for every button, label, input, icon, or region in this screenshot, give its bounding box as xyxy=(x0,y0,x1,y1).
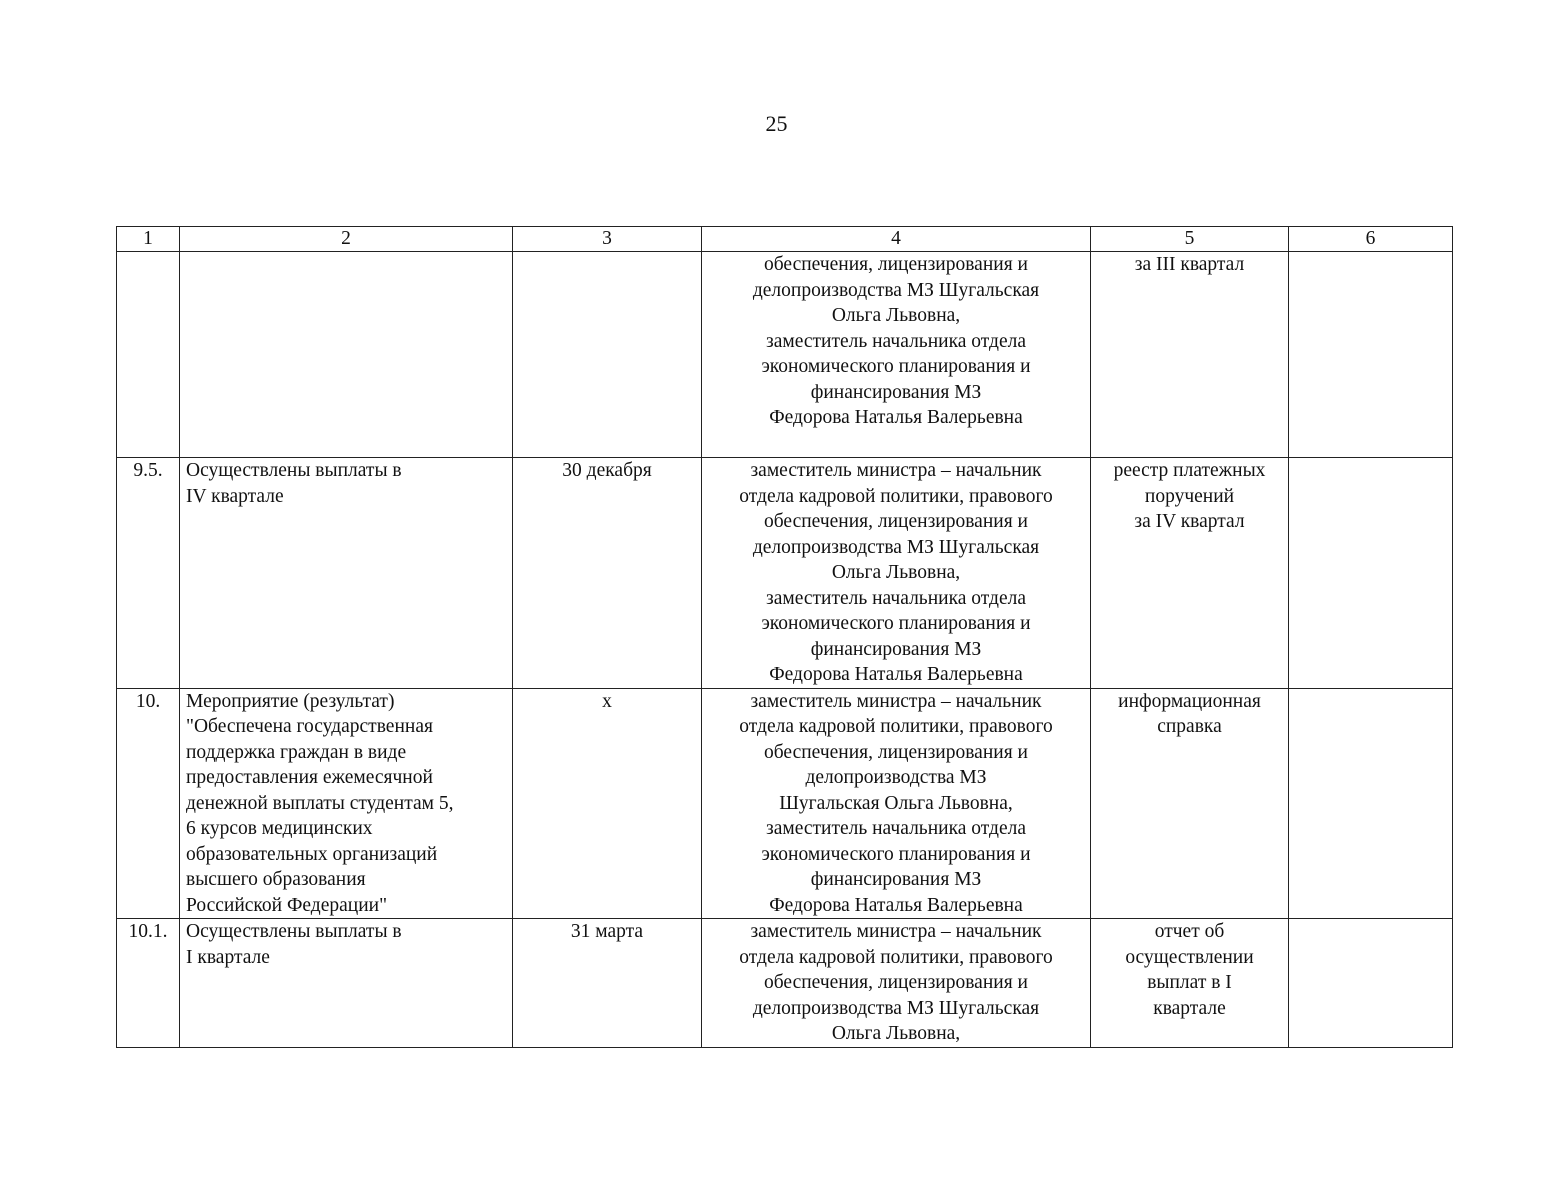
plan-table xyxy=(116,226,1453,1048)
deadline xyxy=(513,252,702,458)
header-col-5: 5 xyxy=(1091,227,1289,252)
event-name xyxy=(180,252,513,458)
event-name: Осуществлены выплаты в I квартале xyxy=(180,919,513,1048)
result-document: информационная справка xyxy=(1091,688,1289,919)
note-cell xyxy=(1289,688,1453,919)
result-document: реестр платежных поручений за IV квартал xyxy=(1091,458,1289,689)
row-number: 9.5. xyxy=(117,458,180,689)
header-col-4: 4 xyxy=(702,227,1091,252)
responsible-persons: заместитель министра – начальник отдела кадровой политики, правового обеспечения, лицензирования и делопроизводства МЗ Шугальская Ольга Львовна, xyxy=(702,919,1091,1048)
event-name: Мероприятие (результат) "Обеспечена государственная поддержка граждан в виде предоставления ежемесячной денежной выплаты студентам 5, 6 курсов медицинских образовательных организаций высшего образования Российской Федерации" xyxy=(180,688,513,919)
header-col-1: 1 xyxy=(117,227,180,252)
result-document: отчет об осуществлении выплат в I квартале xyxy=(1091,919,1289,1048)
event-name: Осуществлены выплаты в IV квартале xyxy=(180,458,513,689)
row-number: 10. xyxy=(117,688,180,919)
deadline: 31 марта xyxy=(513,919,702,1048)
header-col-2: 2 xyxy=(180,227,513,252)
result-document: за III квартал xyxy=(1091,252,1289,458)
note-cell xyxy=(1289,252,1453,458)
row-number: 10.1. xyxy=(117,919,180,1048)
deadline: 30 декабря xyxy=(513,458,702,689)
note-cell xyxy=(1289,458,1453,689)
header-col-3: 3 xyxy=(513,227,702,252)
responsible-persons: обеспечения, лицензирования и делопроизводства МЗ Шугальская Ольга Львовна, заместитель начальника отдела экономического планирования и финансирования МЗ Федорова Наталья Валерьевна xyxy=(702,252,1091,458)
header-col-6: 6 xyxy=(1289,227,1453,252)
responsible-persons: заместитель министра – начальник отдела кадровой политики, правового обеспечения, лицензирования и делопроизводства МЗ Шугальская Ольга Львовна, заместитель начальника отдела экономического планирования и финансирования МЗ Федорова Наталья Валерьевна xyxy=(702,688,1091,919)
row-number xyxy=(117,252,180,458)
note-cell xyxy=(1289,919,1453,1048)
table-row xyxy=(117,919,1453,1048)
deadline: х xyxy=(513,688,702,919)
responsible-persons: заместитель министра – начальник отдела кадровой политики, правового обеспечения, лицензирования и делопроизводства МЗ Шугальская Ольга Львовна, заместитель начальника отдела экономического планирования и финансирования МЗ Федорова Наталья Валерьевна xyxy=(702,458,1091,689)
page-number: 25 xyxy=(765,111,788,136)
table-row xyxy=(117,688,1453,919)
table-row xyxy=(117,458,1453,689)
table-row xyxy=(117,252,1453,458)
header-row xyxy=(117,227,1453,252)
